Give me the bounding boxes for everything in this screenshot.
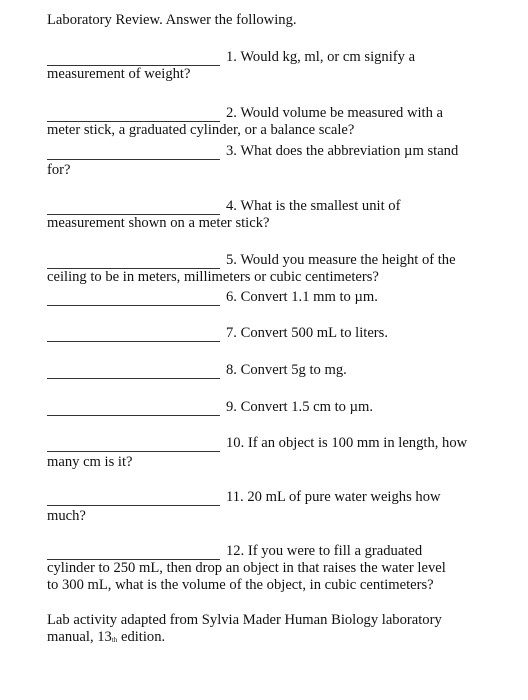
question-3: [47, 143, 487, 179]
question-12-continuation-1: cylinder to 250 mL, then drop an object in that raises the water level: [47, 560, 446, 576]
question-2-continuation: meter stick, a graduated cylinder, or a balance scale?: [47, 122, 355, 138]
question-6: [47, 289, 487, 306]
question-10: [47, 435, 487, 471]
question-5-text: 5. Would you measure the height of the: [226, 252, 456, 268]
attribution-suffix: edition.: [117, 629, 166, 645]
question-12-continuation-2: to 300 mL, what is the volume of the object, in cubic centimeters?: [47, 577, 434, 593]
question-11-continuation: much?: [47, 508, 86, 524]
attribution-prefix: manual, 13: [47, 629, 112, 645]
question-10-text: 10. If an object is 100 mm in length, how: [226, 435, 468, 451]
question-8: [47, 362, 487, 379]
question-3-continuation: for?: [47, 162, 71, 178]
attribution-line-1: Lab activity adapted from Sylvia Mader Human Biology laboratory: [47, 612, 442, 628]
question-11: [47, 489, 487, 525]
answer-blank-8[interactable]: [47, 363, 220, 379]
answer-blank-12[interactable]: [47, 544, 220, 560]
question-9-text: 9. Convert 1.5 cm to µm.: [226, 399, 374, 415]
question-11-text: 11. 20 mL of pure water weighs how: [226, 489, 441, 505]
edition-ordinal: th: [111, 636, 118, 644]
answer-blank-10[interactable]: [47, 436, 220, 452]
question-1: [47, 49, 487, 83]
question-3-text: 3. What does the abbreviation µm stand: [226, 143, 459, 159]
question-4-continuation: measurement shown on a meter stick?: [47, 215, 270, 231]
question-8-text: 8. Convert 5g to mg.: [226, 362, 347, 378]
worksheet-title: Laboratory Review. Answer the following.: [47, 12, 297, 28]
question-10-continuation: many cm is it?: [47, 454, 133, 470]
answer-blank-5[interactable]: [47, 253, 220, 269]
question-9: [47, 399, 487, 416]
question-5-continuation: ceiling to be in meters, millimeters or cubic centimeters?: [47, 269, 379, 285]
answer-blank-1[interactable]: [47, 50, 220, 66]
question-7-text: 7. Convert 500 mL to liters.: [226, 325, 388, 341]
question-1-text: 1. Would kg, ml, or cm signify a: [226, 49, 416, 65]
question-12-text: 12. If you were to fill a graduated: [226, 543, 423, 559]
question-1-continuation: measurement of weight?: [47, 66, 191, 82]
question-4: [47, 198, 487, 232]
question-2: [47, 105, 487, 139]
answer-blank-6[interactable]: [47, 290, 220, 306]
question-2-text: 2. Would volume be measured with a: [226, 105, 444, 121]
answer-blank-7[interactable]: [47, 326, 220, 342]
question-6-text: 6. Convert 1.1 mm to µm.: [226, 289, 378, 305]
answer-blank-9[interactable]: [47, 400, 220, 416]
attribution-line-2: [47, 629, 487, 649]
question-12: [47, 543, 487, 594]
answer-blank-3[interactable]: [47, 144, 220, 160]
answer-blank-11[interactable]: [47, 490, 220, 506]
answer-blank-2[interactable]: [47, 106, 220, 122]
question-7: [47, 325, 487, 342]
question-5: [47, 252, 487, 286]
question-4-text: 4. What is the smallest unit of: [226, 198, 401, 214]
attribution: [47, 612, 487, 649]
answer-blank-4[interactable]: [47, 199, 220, 215]
